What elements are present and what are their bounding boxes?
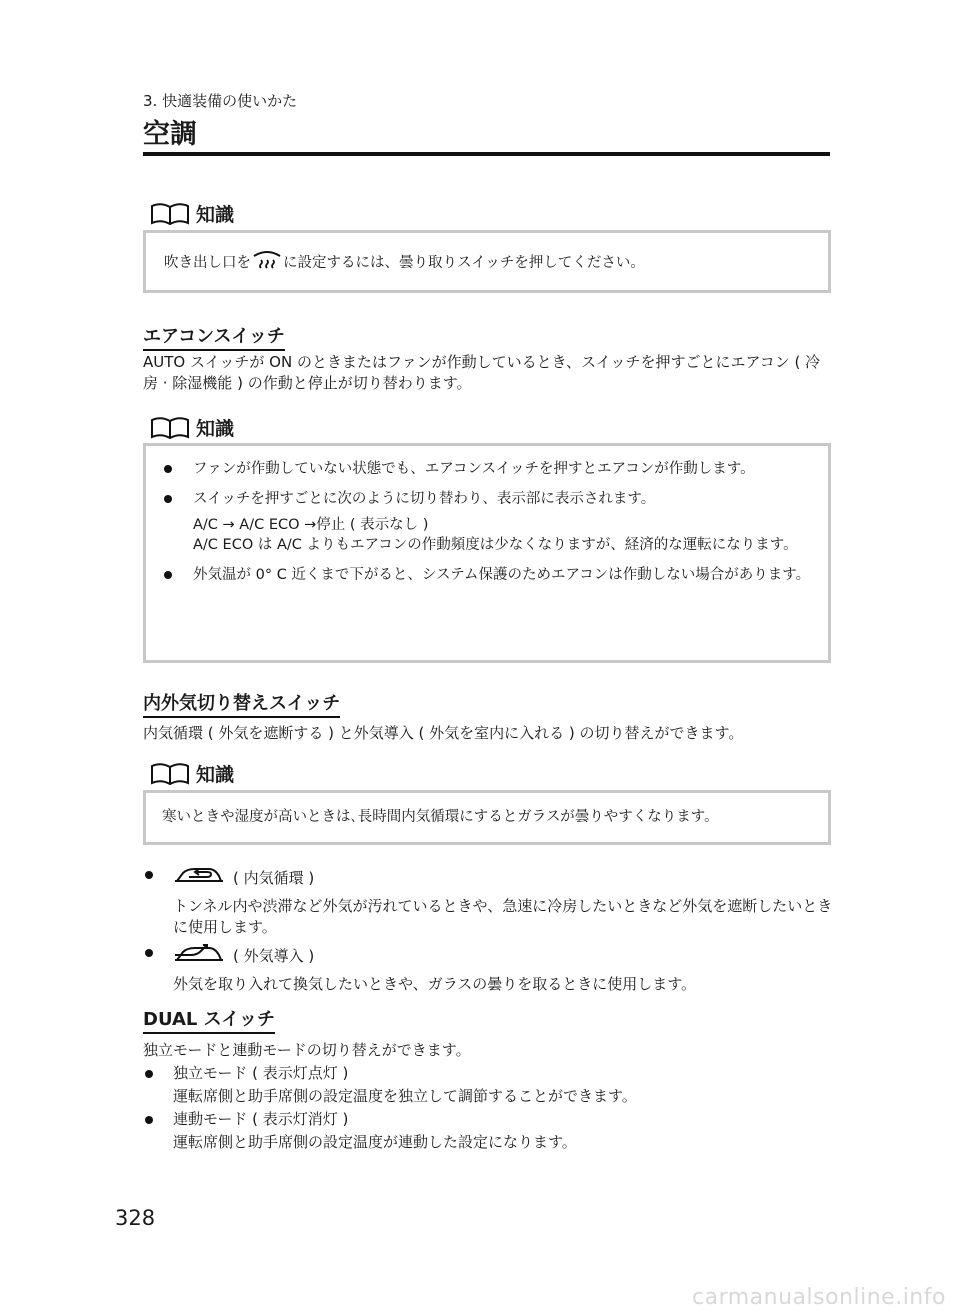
list-item: 外気温が 0° C 近くまで下がると、システム保護のためエアコンは作動しない場合があります。 [164,565,814,585]
page-number: 328 [115,1206,156,1230]
list-item: ( 内気循環 ) トンネル内や渋滞など外気が汚れているときや、急速に冷房したいときなど外気を遮断したいときに使用します。 [143,864,833,938]
knowledge-heading [150,414,234,441]
knowledge-box [143,443,831,663]
knowledge-label: 知識 [196,418,235,440]
section-heading-dual: DUAL スイッチ [143,1005,275,1034]
knowledge-text: 吹き出し口を に設定するには、曇り取りスイッチを押してください。 [146,233,828,295]
knowledge-heading [150,760,234,787]
recirculation-icon [173,864,225,892]
watermark: carmanualsonline.info [692,1285,946,1310]
knowledge-box [143,790,831,845]
list-item: スイッチを押すごとに次のように切り替わり、表示部に表示されます。 A/C → A/C ECO →停止 ( 表示なし ) A/C ECO は A/C よりもエアコンの作動頻度は少なくなりますが、経済的な運転になります。 [164,489,814,555]
dual-description: 独立モードと連動モードの切り替えができます。 [143,1041,471,1059]
ac-description: AUTO スイッチが ON のときまたはファンが作動しているとき、スイッチを押すごとにエアコン ( 冷房 · 除湿機能 ) の作動と停止が切り替わります。 [143,353,821,392]
list-item: 連動モード ( 表示灯消灯 ) 運転席側と助手席側の設定温度が連動した設定になります。 [143,1109,833,1153]
knowledge-text: 寒いときや湿度が高いときは､長時間内気循環にするとガラスが曇りやすくなります。 [162,809,719,825]
fresh-air-icon [173,942,225,970]
book-icon [150,202,190,226]
knowledge-box [143,230,831,293]
book-icon [150,762,190,786]
chapter-label: 3. 快適装備の使いかた [143,92,298,110]
list-item: ファンが作動していない状態でも、エアコンスイッチを押すとエアコンが作動します。 [164,459,814,479]
knowledge-label: 知識 [196,764,235,786]
knowledge-label: 知識 [196,204,235,226]
defroster-icon [251,250,283,278]
list-item: 独立モード ( 表示灯点灯 ) 運転席側と助手席側の設定温度を独立して調節することができます。 [143,1063,833,1107]
title-underline [143,152,830,156]
page-title: 空調 [143,119,197,150]
knowledge-heading [150,200,234,227]
section-heading-ac: エアコンスイッチ [143,322,285,351]
section-heading-air: 内外気切り替えスイッチ [143,689,340,718]
book-icon [150,416,190,440]
list-item: ( 外気導入 ) 外気を取り入れて換気したいときや、ガラスの曇りを取るときに使用します。 [143,942,833,995]
air-description: 内気循環 ( 外気を遮断する ) と外気導入 ( 外気を室内に入れる ) の切り替えができます。 [143,724,744,742]
